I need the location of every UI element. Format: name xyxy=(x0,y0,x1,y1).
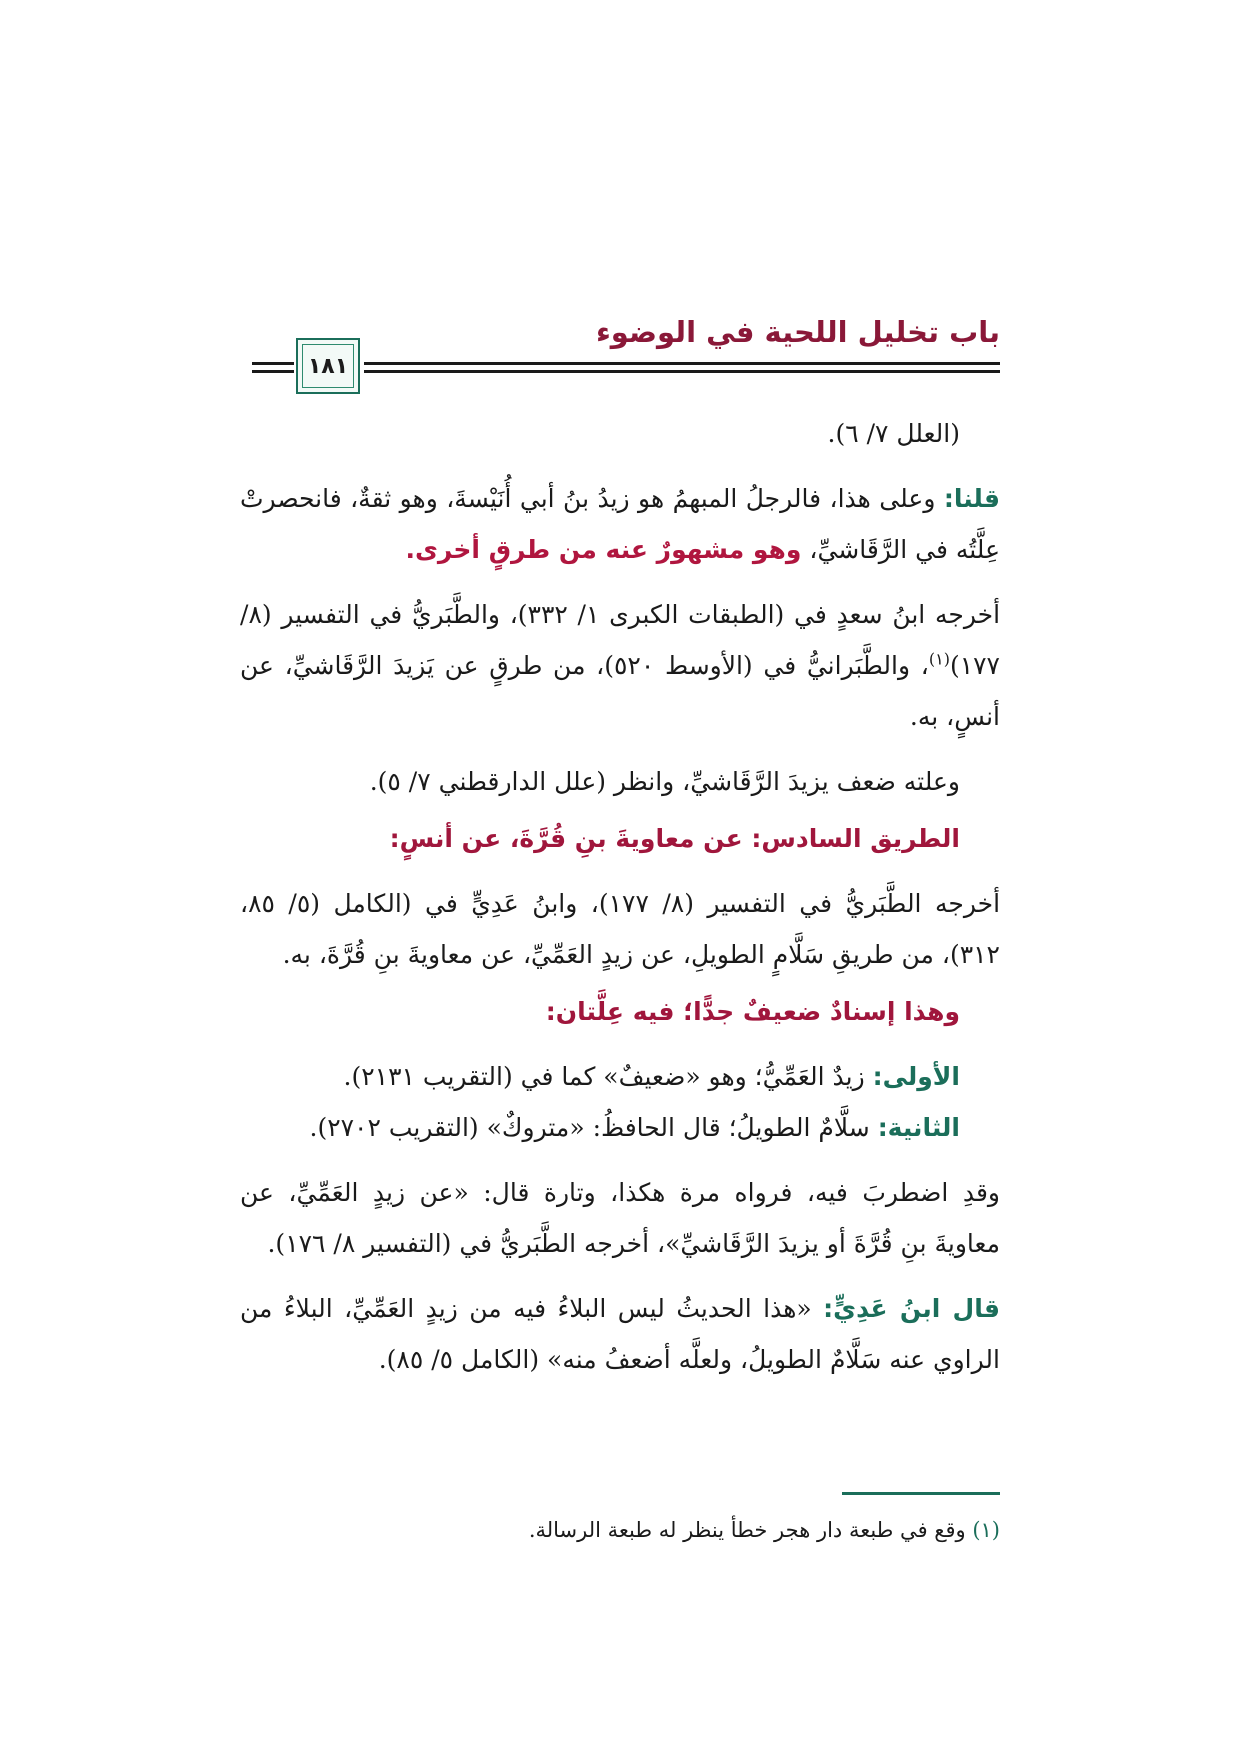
header-rule-top xyxy=(364,362,1000,365)
paragraph-2 xyxy=(240,473,1000,575)
paragraph-6 xyxy=(240,1051,1000,1102)
paragraph-4: وعلته ضعف يزيدَ الرَّقَاشيِّ، وانظر (علل الدارقطني ٧/ ٥). xyxy=(369,767,960,796)
footnote xyxy=(240,1512,1000,1548)
header-rule-left-top xyxy=(252,362,294,365)
paragraph-6-lead: الأولى: xyxy=(872,1062,960,1091)
section-heading-sixth-route: الطريق السادس: عن معاويةَ بنِ قُرَّةَ، عن أنسٍ: xyxy=(389,824,960,853)
footnote-divider xyxy=(842,1492,1000,1495)
footnote-number: (١) xyxy=(972,1518,1000,1542)
paragraph-9 xyxy=(240,1283,1000,1385)
paragraph-7-text: سلَّامٌ الطويلُ؛ قال الحافظُ: «متروكٌ» (التقريب ٢٧٠٢). xyxy=(309,1113,878,1142)
paragraph-5: أخرجه الطَّبَريُّ في التفسير (٨/ ١٧٧)، وابنُ عَدِيٍّ في (الكامل (٥/ ٨٥، ٣١٢)، من طريقِ سَلَّامٍ الطويلِ، عن زيدٍ العَمِّيِّ، عن معاويةَ بنِ قُرَّةَ، به. xyxy=(240,889,1001,969)
chapter-title: باب تخليل اللحية في الوضوء xyxy=(595,315,1000,349)
section-heading-weak-chain: وهذا إسنادٌ ضعيفٌ جدًّا؛ فيه عِلَّتان: xyxy=(545,997,960,1026)
paragraph-9-lead: قال ابنُ عَدِيٍّ: xyxy=(823,1294,1000,1323)
paragraph-6-text: زيدٌ العَمِّيُّ؛ وهو «ضعيفٌ» كما في (التقريب ٢١٣١). xyxy=(343,1062,873,1091)
paragraph-3-text-b: ، والطَّبَرانيُّ في (الأوسط ٥٢٠)، من طرقٍ عن يَزيدَ الرَّقَاشيِّ، عن أنسٍ، به. xyxy=(240,651,1000,731)
page-number-frame xyxy=(296,338,360,394)
paragraph-9-text: «هذا الحديثُ ليس البلاءُ فيه من زيدٍ العَمِّيِّ، البلاءُ من الراوي عنه سَلَّامٌ الطويلُ، ولعلَّه أضعفُ منه» (الكامل ٥/ ٨٥). xyxy=(240,1294,1000,1374)
page-number: ١٨١ xyxy=(307,353,349,379)
paragraph-8: وقدِ اضطربَ فيه، فرواه مرة هكذا، وتارة قال: «عن زيدٍ العَمِّيِّ، عن معاويةَ بنِ قُرَّةَ أو يزيدَ الرَّقَاشيِّ»، أخرجه الطَّبَريُّ في (التفسير ٨/ ١٧٦). xyxy=(240,1178,1000,1258)
footnote-reference[interactable]: (١) xyxy=(928,649,950,669)
footnote-text: وقع في طبعة دار هجر خطأ ينظر له طبعة الرسالة. xyxy=(528,1518,973,1542)
main-text xyxy=(240,408,1000,1385)
header-rule-left-bottom xyxy=(252,370,294,373)
paragraph-7-lead: الثانية: xyxy=(877,1113,960,1142)
paragraph-3-text-a: أخرجه ابنُ سعدٍ في (الطبقات الكبرى ١/ ٣٣٢)، والطَّبَريُّ في التفسير (٨/ ١٧٧) xyxy=(240,600,1001,680)
paragraph-2-lead: قلنا: xyxy=(943,484,1000,513)
header-rule-bottom xyxy=(364,370,1000,373)
paragraph-1: (العلل ٧/ ٦). xyxy=(827,419,960,448)
paragraph-3 xyxy=(240,589,1000,742)
paragraph-2-text: وعلى هذا، فالرجلُ المبهمُ هو زيدُ بنُ أبي أُنَيْسةَ، وهو ثقةٌ، فانحصرتْ عِلَّتُه في الرَّقَاشيِّ، xyxy=(240,484,1000,564)
paragraph-2-emphasis: وهو مشهورٌ عنه من طرقٍ أخرى. xyxy=(405,535,802,564)
paragraph-7 xyxy=(240,1102,1000,1153)
